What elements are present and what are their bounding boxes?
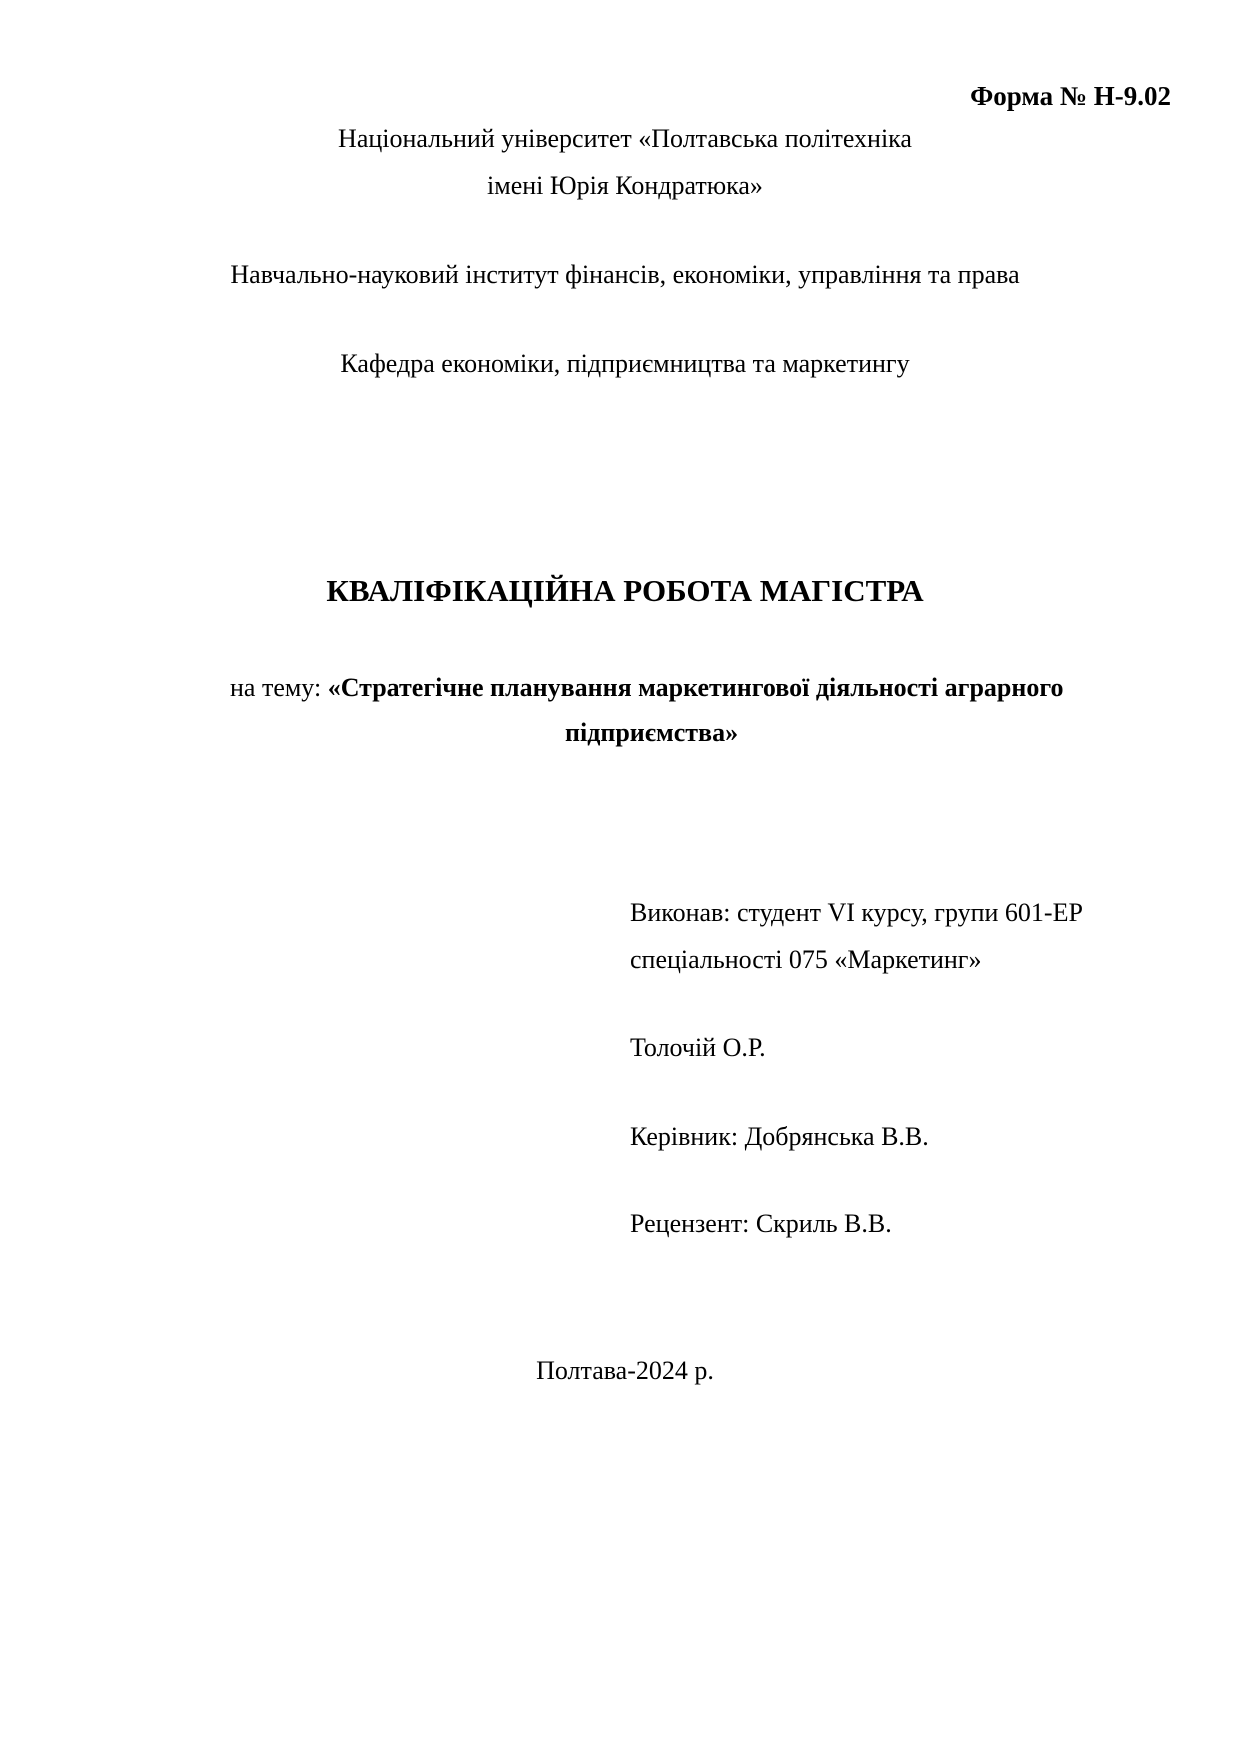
topic-title-part1: «Стратегічне планування маркетингової діяльності аграрного (327, 673, 1064, 702)
reviewer: Рецензент: Скриль В.В. (630, 1209, 892, 1238)
university-name-line1: Національний університет «Полтавська політехніка (338, 124, 912, 153)
student-name: Толочій О.Р. (630, 1033, 766, 1062)
department-name: Кафедра економіки, підприємництва та маркетингу (340, 349, 910, 378)
topic-prefix: на тему: (230, 673, 328, 702)
form-number: Форма № Н-9.02 (970, 81, 1171, 111)
specialty: спеціальності 075 «Маркетинг» (630, 945, 982, 974)
topic-title-part2: підприємства» (565, 718, 739, 747)
university-name-line2: імені Юрія Кондратюка» (487, 171, 763, 200)
topic-line1 (230, 672, 1064, 703)
institute-name: Навчально-науковий інститут фінансів, економіки, управління та права (230, 260, 1020, 289)
supervisor: Керівник: Добрянська В.В. (630, 1122, 929, 1151)
work-title: КВАЛІФІКАЦІЙНА РОБОТА МАГІСТРА (326, 573, 924, 608)
city-year: Полтава-2024 р. (536, 1356, 714, 1385)
performed-by: Виконав: студент VI курсу, групи 601-ЕР (630, 898, 1083, 927)
